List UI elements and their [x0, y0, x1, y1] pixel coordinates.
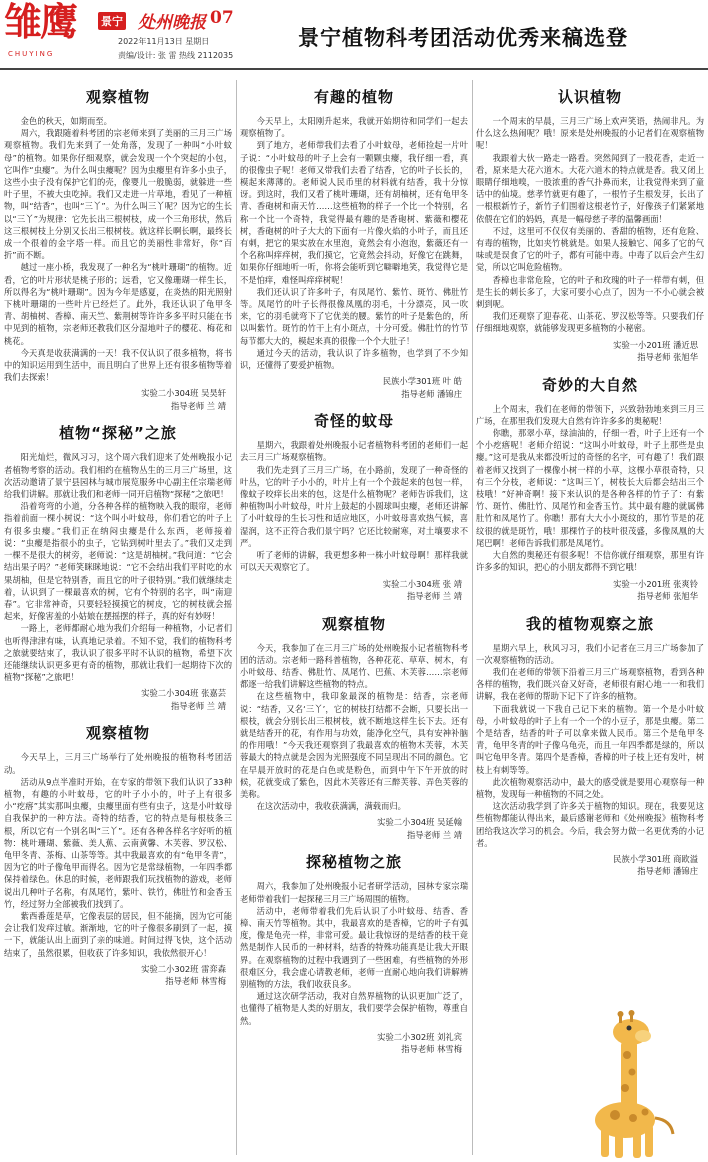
byline-line: 指导老师 林雪梅 [165, 976, 226, 987]
byline-line: 指导老师 兰 靖 [406, 829, 462, 840]
byline-line: 实验二小302班 刘礼宾 [377, 1031, 462, 1042]
article-title: 观察植物 [85, 724, 150, 743]
article-paragraph: 下面我就说一下我自己记下来的植物。第一个是小叶蚊母，小叶蚊母的叶子上有一个一个的小豆子，那是虫瘿。第二个是结香，结香的叶子可以拿来做人民币。第三个是龟甲冬青，龟甲冬青的叶子像乌龟壳，而且一年四季都是绿的，所以叫它龟甲冬青。第四个是香樟，香樟的叶子枝上还有发叶，树枝上有刺等等。 [476, 703, 704, 775]
byline-line: 民族小学301班 叶 皓 [382, 376, 462, 387]
article-paragraph: 我们还认识了许多叶子，有凤尾竹、紫竹、斑竹、佛肚竹等。凤尾竹的叶子长得很像凤凰的羽毛，十分漂亮，风一吹来，它的羽毛就弯下了它优美的腰。紫竹的叶子是紫色的，所以叫紫竹。斑竹的竹干上有小斑点，十分可爱。佛肚竹的竹节每节都大大的，模起来真的很像一个个大肚子！ [240, 286, 468, 346]
article [4, 86, 232, 412]
article-paragraph: 在这次活动中，我收获满满，满载而归。 [256, 801, 406, 812]
article-title: 植物“探秘”之旅 [59, 424, 177, 443]
dateline: 2022年11月13日 星期日 [118, 37, 210, 46]
editor-credits: 责编/设计: 张 雷 热线 2112035 [118, 51, 234, 60]
column-right [476, 76, 704, 886]
article-byline [240, 816, 468, 841]
article [240, 851, 468, 1055]
page-title: 景宁植物科考团活动优秀来稿选登 [298, 26, 628, 50]
article-paragraph: 今天早上，三月三广场举行了处州晚报的植物科考团活动。 [4, 752, 232, 775]
byline-line: 实验二小304班 吴延翰 [377, 817, 462, 828]
article-paragraph: 不过，这里可不仅仅有美丽的、香甜的植物，还有危险、有毒的植物，比如夹竹桃就是。如果人接触它、闻多了它的气味或是误食了它的叶子，都有可能中毒。中毒了以后会产生幻觉，所以它叫危险植物。 [476, 225, 704, 273]
masthead [0, 0, 708, 74]
column-divider [236, 80, 237, 1155]
article-paragraph: 这次活动我学到了许多关于植物的知识。现在，我要见这些植物都能认得出来，最后感谢老师和《处州晚报》植物科考团给我这次学习的机会。今后，我会努力做一名更优秀的小记者。 [476, 801, 704, 848]
article [476, 374, 704, 603]
article-paragraph: 通过今天的活动，我认识了许多植物，也学到了不少知识，还懂得了要爱护植物。 [240, 347, 468, 371]
article [476, 86, 704, 364]
article-title: 认识植物 [557, 88, 622, 106]
article [240, 86, 468, 400]
article-paragraph: 此次植物观察活动中，最大的感受就是要用心观察每一种植物，发现每一种植物的不同之处。 [476, 776, 704, 799]
article-title: 我的植物观察之旅 [525, 614, 654, 633]
paper-name: 处州晚报 [138, 13, 206, 33]
article-paragraph: 上个周末，我们在老师的带领下，兴致勃勃地来到三月三广场，在那里我们发现大自然有许许多多的奥秘呢！ [476, 403, 704, 426]
byline-line: 指导老师 林雪梅 [401, 1044, 462, 1055]
article-paragraph: 活动中，老师带着我们先后认识了小叶蚊母、结香、香樟、南天竹等植物。其中，我最喜欢的是香樟，它的叶子有弧度，像是龟壳一样，非常可爱。最让我惊讶的是结香的枝干竟然是制作人民币的一种材料，结香的特殊功能真是让我大开眼界。在观察植物的过程中我遇到了一些困难，有些植物的外形很难区分，我会虚心请教老师，老师一直耐心地向我们讲解辨别植物的方法，我们收获良多。 [240, 905, 468, 989]
column-divider [472, 80, 473, 1155]
byline-line: 指导老师 潘锦庄 [401, 388, 462, 399]
giraffe-illustration [575, 1010, 687, 1160]
article-paragraph: 今天真是收获满满的一天！我不仅认识了很多植物，将书中的知识运用到生活中，而且明白了世界上还有很多植物等着我们去探索！ [4, 347, 232, 383]
byline-line: 实验二小302班 雷弈森 [141, 963, 226, 974]
article-title: 奇妙的大自然 [541, 375, 638, 394]
byline-line: 指导老师 张旭华 [637, 591, 698, 601]
page-number: 07 [210, 8, 234, 28]
byline-line: 指导老师 兰 靖 [406, 591, 462, 601]
article-title: 观察植物 [321, 614, 386, 633]
article-byline [240, 1031, 468, 1056]
article [476, 613, 704, 878]
giraffe-icon [595, 1010, 673, 1158]
article-paragraph: 我跟着大伙一路走一路看。突然闻到了一股花香，走近一看，原来是大花六道木。大花六道木的特点就是香。我又闭上眼睛仔细地嗅，一股浓重的香气扑鼻而来，让我觉得来到了童话中的仙境。慈孝竹就更有趣了，一根竹子生根发芽，长出了一根根新竹子，新竹子们围着这根老竹子，好像孩子们紧紧地依偎在它们的妈妈，真是一幅母慈子孝的温馨画面！ [476, 152, 704, 224]
logo-subtitle: CHUYING [8, 50, 55, 58]
column-middle [240, 76, 468, 1064]
article-paragraph: 周六，我参加了处州晚报小记者研学活动，园林专家宗瑞老师带着我们一起探秘三月三广场周围的植物。 [240, 881, 468, 904]
byline-line: 实验二小304班 张嘉芸 [141, 688, 226, 699]
byline-line: 实验一小201班 潘近思 [613, 339, 698, 350]
article-byline [476, 578, 704, 603]
article-paragraph: 活动从9点半准时开始，在专家的带领下我们认识了33种植物，有趣的小叶蚊母，它的叶子小小的，叶子上有很多小“疙瘩”其实那叫虫瘿，虫瘿里面有些有虫子，这是小叶蚊母自我保护的一种方法。奇特的结香，它的特点是每根枝条三根，所以它有一个别名叫“三丫”。还有各种各样名字好听的植物：桃叶珊瑚、紫薇、美人蕉、云南黄馨、木芙蓉、罗汉松、龟甲冬青、茶梅、山茶等等。其中我最喜欢的有“龟甲冬青”，因为它的叶子像龟甲而得名。因为它是常绿植物，一年四季都保持着绿色。休息的时候，老师跟我们玩找植物的游戏，老师说出几种叶子名称，有凤尾竹，紫叶、铁竹，佛肚竹和金香玉竹，经过努力全部被我们找到了。 [4, 776, 232, 909]
article-paragraph: 香樟也非常危险，它的叶子和玫瑰的叶子一样带有刺，但是生长的刺长多了，大家可要小心点了，因为一不小心就会被刺到呢。 [476, 274, 704, 310]
article-byline [476, 339, 704, 364]
article-paragraph: 到了地方，老师带我们去看了小叶蚊母，老师捡起一片叶子说：“小叶蚊母的叶子上会有一颗颗虫瘿，我仔细一看，真的很像虫子呢！老师又带我们去看了结香，它的叶子长长的，模起来薄薄的。老师说人民币里的材料就有结香，我十分惊讶。到这时，我们又看了桃叶珊瑚，还有胡柚树，还有龟甲冬青、香砲树和南天竹……这些植物的样子一个比一个特别，名称一个比一个奇特，我觉得最有趣的是香砲树、紫薇和樱花树，香砲树的叶子大大的下面有一片像火焰的小叶子，而且还有刺，把它的果实放在水里泡，竟然会有小泡泡，紫薇还有一个名称叫痒痒树，我们摸它，它竟然会抖动，好像它在跳舞，如果你仔细地听一听，你将会能听到它噼噼地笑，我觉得它是不是怕痒，难怪叫痒痒树呢！ [240, 140, 468, 285]
article-paragraph: 我们还观察了迎春花、山茶花、罗汉松等等。只要我们仔仔细细地观察，就能够发现更多植物的小秘密。 [476, 311, 704, 334]
article-paragraph: 在这些植物中，我印象最深的植物是：结香，宗老师说：“结香，又名‘三丫’，它的树枝打结都不会断，只要长出一根枝，就会分别长出三根树枝，就不断地这样生长下去。还有就是结香开的花，有作用与功效，能净化空气，具有安神补脑的作用哦！”今天我还观察到了我最喜欢的植物木芙蓉，木芙蓉最大的特点就是会因为光照强度不同呈现出不同的颜色。它在早晨开放时的花是白色或是粉色，而到中午下午开放的时候，花就变成了紫色，因此木芙蓉还有三醉芙蓉、弄色芙蓉的美称。 [240, 691, 468, 799]
article-paragraph: 阳光灿烂，微风习习，这个周六我们迎来了处州晚报小记者植物考察的活动。我们相约在植物丛生的三月三广场里，这次活动邀请了景宁县园林与城市展览服务中心副主任宗瑞老师给我们讲解。那就让我们和老师一同开启植物“探秘”之旅吧！ [4, 452, 232, 500]
article-title: 有趣的植物 [313, 88, 394, 106]
article [4, 722, 232, 987]
region-tag: 景宁 [98, 12, 126, 30]
article-paragraph: 紫西番莲是草，它像表层的居民，但不能摘，因为它可能会让我们发痒过敏。渐渐地，它的叶子像很多刷到了一起，摸一下，就能认出上面到了亲的味道。时间过得飞快，这个活动结束了，虽然很累，但收获了许多知识，我依然很开心！ [4, 910, 232, 958]
byline-line: 实验一小201班 张爽铃 [613, 578, 698, 589]
byline-line: 指导老师 张旭华 [637, 352, 698, 363]
column-left [4, 76, 232, 996]
article-byline [4, 387, 232, 412]
article-paragraph: 金色的秋天，如期而至。 [20, 116, 112, 126]
byline-line: 实验二小304班 张 靖 [382, 578, 462, 589]
article-paragraph: 听了老师的讲解，我更想多种一株小叶蚊母啊！那样我就可以天天观察它了。 [240, 550, 468, 573]
article [240, 410, 468, 602]
article [240, 613, 468, 842]
article-paragraph: 越过一座小桥，我发现了一种名为“桃叶珊瑚”的植物。近看，它的叶片形状是桃子形的；远看，它又像珊瑚一样生长，所以得名为“桃叶珊瑚”。因为今年是感夏，在炎热的阳光照射下桃叶珊瑚的一些叶片已经烂了。此外，我还认识了龟甲冬青、胡柚树、香樟、南天竺、紫荆树等许许多多平时只能在书中见到的植物，宗老师还教我们区分湿地叶子的樱花、梅花和桃花。 [4, 262, 232, 346]
article-paragraph: 一路上，老师都耐心地为我们介绍每一种植物，小记者们也听得津津有味，认真地记录着。不知不觉，我们的植物科考之旅就要结束了，我认识了很多平时不认识的植物，希望下次还能继续认识更多更有奇的植物，那就让我们一起期待下次的植物“探秘”之旅吧！ [4, 623, 232, 683]
article-paragraph: 大自然的奥秘还有很多呢！不信你就仔细观察，那里有许许多多的知识，把心的小朋友都得不到它哦！ [476, 550, 704, 573]
logo: 雏鹰 [4, 0, 77, 44]
article-paragraph: 通过这次研学活动，我对自然界植物的认识更加广泛了，也懂得了植物是人类的好朋友，我们要学会保护植物，尊重自然。 [240, 991, 468, 1026]
byline-line: 指导老师 兰 靖 [170, 400, 226, 411]
byline-line: 指导老师 潘锦庄 [637, 866, 698, 877]
article-paragraph: 沿着弯弯的小道，分各种各样的植物映入我的眼帘，老师指着前面一棵小树说：“这个叫小叶蚊母，你们看它的叶子上有很多虫瘿。”我们正在纳闷虫瘿是什么东西，老师接着说：“虫瘿是指很小的虫子，它钻到树叶里去了。”我们又走到一棵不是很大的树旁，老师说：“这是胡柚树。”我问道：“它会结出果子吗？”老师笑眯眯地说：“它不会结出我们平时吃的水果胡柚，但是它特别香，而且它的叶子很特别。”我们就继续走着，认识到了一棵最喜欢的树，它有个特别的名字，叫“南迎春”。它非常神奇，只要轻轻摸摸它的树皮，它的树枝就会摇起来，好像害羞的小姑娘在摆摇摆的样子，真的好有妙呀！ [4, 501, 232, 622]
article-paragraph: 你瞧，那翠小草，绿油油的，仔细一看，叶子上还有一个个小疙瘩呢！老师介绍说：“这叫小叶蚊母，叶子上那些是虫瘿。”这可是我从来都没听过的奇怪的名字，可有趣了！我们跟着老师又找到了一棵像小树一样的小草，这棵小草很奇特，只有三个分枝，老师说：“这叫三丫，树枝长大后都会结出三个枝哦！”好神奇啊！接下来认识的是各种各样的竹子了：有紫竹、斑竹、佛肚竹、凤尾竹和金香玉竹。其中最有趣的就属佛肚竹和凤尾竹了。你瞧！那有大大小小斑纹的，那竹节是的花纹很的就是斑竹，哦！那棵竹子的枝叶很茂盛，多像凤凰的大尾巴啊！老师告诉我们那是凤尾竹。 [476, 428, 704, 548]
article-paragraph: 周六，我跟随着科考团的宗老师来到了美丽的三月三广场观察植物。我们先来到了一处角落，发现了一种叫“小叶蚊母”的植物。如果你仔细观察，就会发现一个个突起的小包，它叫作“虫瘿”。为什么叫虫瘿呢？因为虫瘿里有许多小虫子，这些小虫子没有保护它们的壳，像婴儿一般脆弱，就躲进一些叶子里，不被大虫吃掉。我们又走进一片草地，看见了一种植物，叫“结香”，也叫“三丫”。为什么叫三丫呢？因为它的生长以“三丫”为规律：它先长出三根树枝，成一个三角形状，然后这三根树枝上分别又长出三根树枝。就这样长啊长啊，最终长成一个很着的金字塔一样。而且它的美丽性非常好，你“百折”而不断。 [4, 128, 232, 261]
article-title: 观察植物 [85, 88, 150, 106]
article-paragraph: 今天早上，太阳刚升起来，我就开始期待和同学们一起去观察植物了。 [240, 116, 468, 139]
article-byline [240, 578, 468, 603]
article-paragraph: 星期六，我跟着处州晚报小记者植物科考团的老师们一起去三月三广场观察植物。 [240, 440, 468, 463]
article-byline [476, 853, 704, 878]
byline-line: 指导老师 兰 靖 [170, 700, 226, 711]
article-paragraph: 今天，我参加了在三月三广场的处州晚报小记者植物科考团的活动。宗老师一路科普植物，各种花花、草草、树木，有小叶蚊母、结香、佛肚竹、凤尾竹、巴蕉、木芙蓉……宗老师都逐一给我们讲解这些植物的特点。 [240, 642, 468, 690]
article-title: 奇怪的蚊母 [313, 412, 394, 431]
byline-line: 民族小学301班 商欧溢 [613, 853, 698, 864]
article-paragraph: 一个周末的早晨，三月三广场上欢声笑语，热闹非凡。为什么这么热闹呢？哦！原来是处州晚报的小记者们在观察植物呢！ [476, 116, 704, 151]
byline-line: 实验二小304班 吴昊轩 [141, 388, 226, 399]
article-byline [240, 375, 468, 400]
header-rule [0, 68, 708, 70]
article-byline [4, 687, 232, 712]
article [4, 422, 232, 712]
article-title: 探秘植物之旅 [305, 853, 402, 872]
article-paragraph: 我们在老师的带领下沿着三月三广场观察植物，看到各种各样的植物，我们既兴奋又好奇，老师很有耐心地一一和我们讲解，我在老师的帮助下记下了许多的植物。 [476, 666, 704, 702]
article-paragraph: 星期六早上，秋风习习，我们小记者在三月三广场参加了一次观察植物的活动。 [476, 642, 704, 665]
article-byline [4, 963, 232, 988]
article-paragraph: 我们先走到了三月三广场，在小路前，发现了一种奇怪的叶丛，它的叶子小小的，叶片上有一个个鼓起来的包包一样，像蚊子咬痒长出来的包，这是什么植物呢？老师告诉我们，这种植物叫小叶蚊母，叶片上鼓起的小圆球叫虫瘿，老师还讲解了小叶蚊母的生长习性和适应地区，小叶蚊母喜欢热气候，喜湿润，这不正符合我们景宁吗？它还比较耐寒，对土壤要求不严。 [240, 464, 468, 548]
